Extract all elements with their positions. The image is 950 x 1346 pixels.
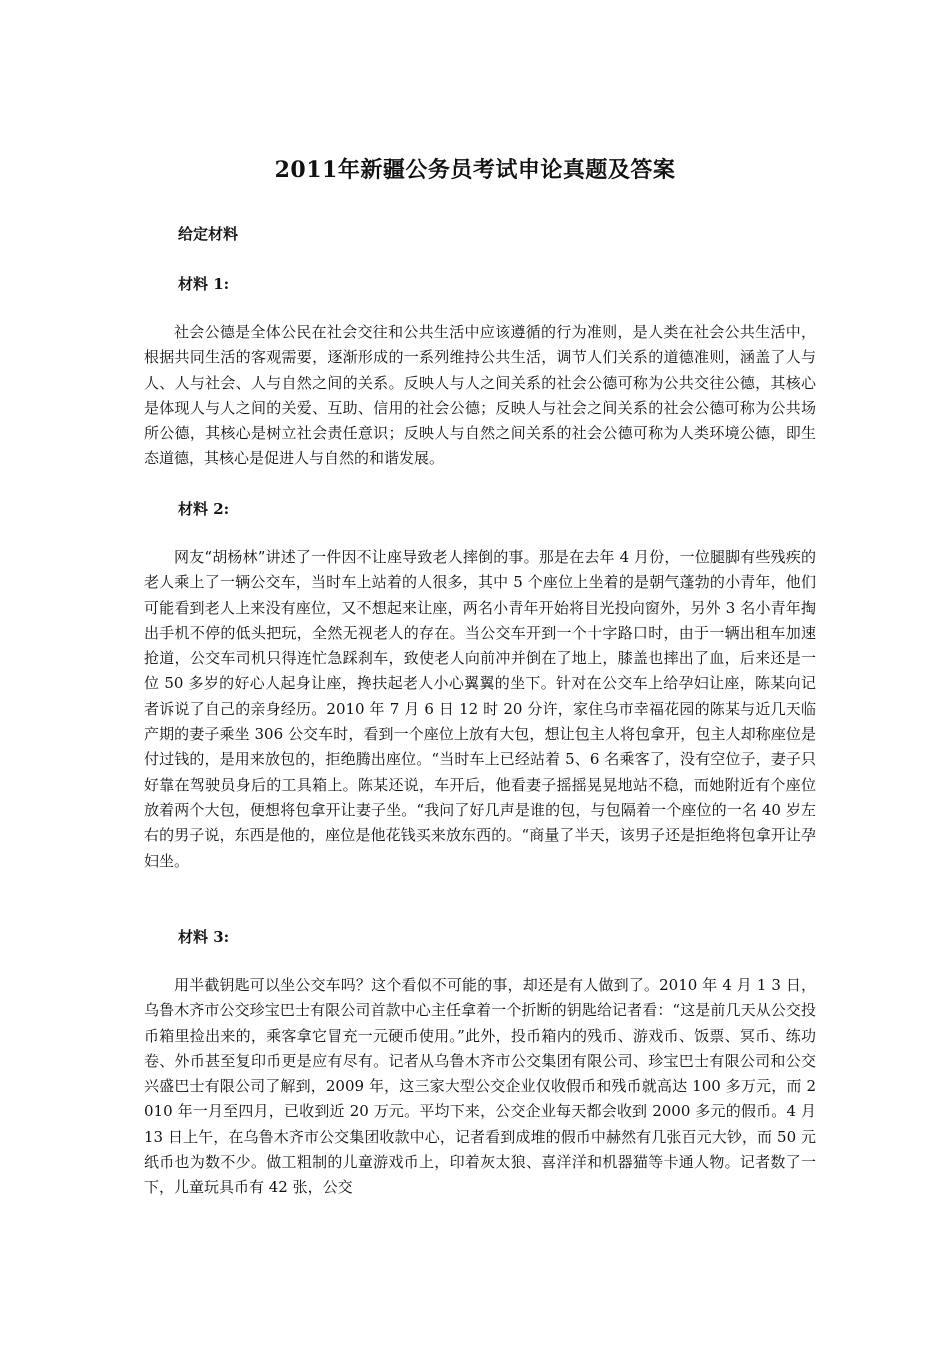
document-title: 2011年新疆公务员考试申论真题及答案 [274, 157, 676, 183]
material-3-text: 用半截钥匙可以坐公交车吗？这个看似不可能的事，却还是有人做到了。2010 年 4 月 1 3 日，乌鲁木齐市公交珍宝巴士有限公司首款中心主任拿着一个折断的钥匙给记者看：“这是前几天从公交投币箱里捡出来的，乘客拿它冒充一元硬币使用。”此外，投币箱内的残币、游戏币、饭票、冥币、练功卷、外币甚至复印币更是应有尽有。记者从乌鲁木齐市公交集团有限公司、珍宝巴士有限公司和公交兴盛巴士有限公司了解到，2009 年，这三家大型公交企业仅收假币和残币就高达 100 多万元，而 2010 年一月至四月，已收到近 20 万元。平均下来，公交企业每天都会收到 2000 多元的假币。4 月 13 日上午，在乌鲁木齐市公交集团收款中心，记者看到成堆的假币中赫然有几张百元大钞，而 50 元纸币也为数不少。做工粗制的儿童游戏币上，印着灰太狼、喜洋洋和机器猫等卡通人物。记者数了一下，儿童玩具币有 42 张，公交 [144, 976, 816, 1197]
material-3-heading: 材料 3: [178, 928, 230, 946]
material-1-heading: 材料 1: [178, 275, 230, 293]
section-heading: 给定材料 [178, 225, 239, 243]
material-1-text: 社会公德是全体公民在社会交往和公共生活中应该遵循的行为准则，是人类在社会公共生活中，根据共同生活的客观需要，逐渐形成的一系列维持公共生活，调节人们关系的道德准则，涵盖了人与人、人与社会、人与自然之间的关系。反映人与人之间关系的社会公德可称为公共交往公德，其核心是体现人与人之间的关爱、互助、信用的社会公德；反映人与社会之间关系的社会公德可称为公共场所公德，其核心是树立社会责任意识；反映人与自然之间关系的社会公德可称为人类环境公德，即生态道德，其核心是促进人与自然的和谐发展。 [144, 323, 816, 468]
material-2-text: 网友“胡杨林”讲述了一件因不让座导致老人摔倒的事。那是在去年 4 月份，一位腿脚有些残疾的老人乘上了一辆公交车，当时车上站着的人很多，其中 5 个座位上坐着的是朝气蓬勃的小青年，他们可能看到老人上来没有座位，又不想起来让座，两名小青年开始将目光投向窗外，另外 3 名小青年掏出手机不停的低头把玩，全然无视老人的存在。当公交车开到一个十字路口时，由于一辆出租车加速抢道，公交车司机只得连忙急踩刹车，致使老人向前冲并倒在了地上，膝盖也摔出了血，后来还是一位 50 多岁的好心人起身让座，搀扶起老人小心翼翼的坐下。针对在公交车上给孕妇让座，陈某向记者诉说了自己的亲身经历。2010 年 7 月 6 日 12 时 20 分许，家住乌市幸福花园的陈某与近几天临产期的妻子乘坐 306 公交车时，看到一个座位上放有大包，想让包主人将包拿开，包主人却称座位是付过钱的，是用来放包的，拒绝腾出座位。“当时车上已经站着 5、6 名乘客了，没有空位子，妻子只好靠在驾驶员身后的工具箱上。陈某还说，车开后，他看妻子摇摇晃晃地站不稳，而她附近有个座位放着两个大包，便想将包拿开让妻子坐。“我问了好几声是谁的包，与包隔着一个座位的一名 40 岁左右的男子说，东西是他的，座位是他花钱买来放东西的。“商量了半天，该男子还是拒绝将包拿开让孕妇坐。 [144, 548, 816, 870]
material-2-heading: 材料 2: [178, 500, 230, 518]
